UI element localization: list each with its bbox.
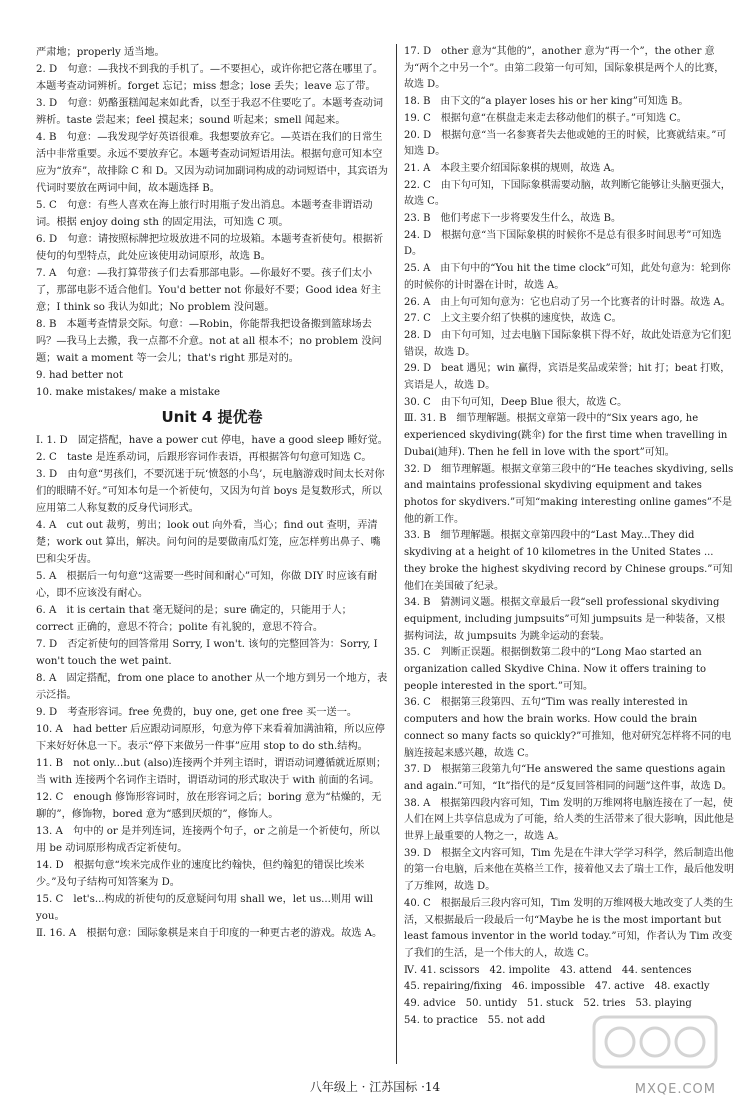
answer-item: 2. D 句意：—我找不到我的手机了。—不要担心，或许你把它落在哪里了。本题考查动词辨析。forget 忘记；miss 想念；lose 丢失；leave 忘了带。 [36,64,384,92]
left-column [36,44,388,942]
answer-item: 7. A 句意：—我打算带孩子们去看那部电影。—你最好不要。孩子们太小了，那部电影不适合他们。You'd better not 你最好不要；Good idea 好主意；I think so 我认为如此；No problem 没问题。 [36,268,382,313]
answer-item: 27. C 上文主要介绍了快棋的速度快，故选 C。 [404,313,622,325]
answer-item: Ⅰ. 1. D 固定搭配，have a power cut 停电，have a good sleep 睡好觉。 [36,435,388,446]
unit-title: Unit 4 提优卷 [161,408,263,426]
answer-item: 6. D 句意：请按照标牌把垃圾放进不同的垃圾箱。本题考查祈使句。根据祈使句的句型特点，此处应该使用动词原形，故选 B。 [36,234,384,262]
answer-item: 4. B 句意：—我发现学好英语很难。我想要放弃它。—英语在我们的日常生活中非常重要。永远不要放弃它。本题考查动词短语用法。根据句意可知本空应为“放弃”，故排除 C 和 D。又因为动词加副词构成的动词短语中，其宾语为代词时要放在两词中间，故本题选择 B。 [36,132,388,194]
answer-item: 19. C 根据句意“在棋盘走来走去移动他们的棋子。”可知选 C。 [404,112,687,124]
answer-item: 26. A 由上句可知句意为：它也启动了另一个比赛者的计时器。故选 A。 [404,296,731,308]
answer-item: 8. A 固定搭配，from one place to another 从一个地方到另一个地方，表示泛指。 [36,673,388,701]
answer-item: 10. A had better 后应跟动词原形，句意为停下来看着加满油箱，所以应停下来好好休息一下。表示“停下来做另一件事”应用 stop to do sth.结构。 [36,724,385,752]
answer-item: 23. B 他们考虑下一步将要发生什么，故选 B。 [404,213,621,225]
watermark-text: MXQE.COM [634,1082,716,1097]
answer-item: Ⅲ. 31. B 细节理解题。根据文章第一段中的“Six years ago, he experienced skydiving(跳伞) for the first time when travelling in Dubai(迪拜). Then he fell in love with the sport”可知。 [404,413,728,458]
answer-item: Ⅳ. 41. scissors 42. impolite 43. attend 44. sentences [404,964,692,976]
answer-item: 18. B 由下文的“a player loses his or her king”可知选 B。 [404,96,689,108]
answer-item: 12. C enough 修饰形容词时，放在形容词之后；boring 意为“枯燥的，无聊的”，修饰物，bored 意为“感到厌烦的”，修饰人。 [36,792,382,820]
answer-item: 36. C 根据第三段第四、五句“Tim was really interested in computers and how the brain works. How could the brain connect so many facts so quickly?”可推知，他对研究怎样将不同的电脑连接起来感兴趣，故选 C。 [404,697,732,759]
answer-item: 54. to practice 55. not add [404,1014,546,1026]
page-footer: 八年级上 · 江苏国标 ·14 [309,1080,441,1094]
answer-item: 28. D 由下句可知，过去电脑下国际象棋下得不好，故此处语意为它们犯错误，故选 D。 [404,329,732,358]
answer-item: 32. D 细节理解题。根据文章第三段中的“He teaches skydiving, sells and maintains professional skydiving equipment and takes photos for skydivers.”可知“making interesting online games”不是他的新工作。 [404,463,734,525]
answer-item: 30. C 由下句可知，Deep Blue 很大，故选 C。 [404,396,628,408]
answer-item: 14. D 根据句意“埃米完成作业的速度比约翰快，但约翰犯的错误比埃米少。”及句子结构可知答案为 D。 [36,860,365,888]
answer-item: 5. A 根据后一句句意“这需要一些时间和耐心”可知，你做 DIY 时应该有耐心，即不应该没有耐心。 [36,571,378,599]
answer-item: 40. C 根据最后三段内容可知，Tim 发明的万维网极大地改变了人类的生活，又根据最后一段最后一句“Maybe he is the most important but least famous inventor in the world today.”可知，作者认为 Tim 改变了我们的生活，是一个伟大的人，故选 C。 [404,897,734,959]
answer-item: 17. D other 意为“其他的”，another 意为“再一个”，the other 意为“两个之中另一个”。由第二段第一句可知，国际象棋是两个人的比赛，故选 D。 [404,46,725,91]
answer-item: 10. make mistakes/ make a mistake [36,387,221,398]
answer-item: 3. D 由句意“男孩们，不要沉迷于玩‘愤怒的小鸟’，玩电脑游戏时间太长对你们的眼睛不好。”可知本句是一个祈使句，又因为句首 boys 是复数形式，所以应用第二人称复数的反身代词形式。 [36,469,385,514]
answer-item: 39. D 根据全文内容可知，Tim 先是在牛津大学学习科学，然后制造出他的第一台电脑，后来他在英格兰工作，接着他又去了瑞士工作，最后他发明了万维网，故选 D。 [404,847,734,893]
watermark-icon [590,1011,720,1089]
answer-item: 38. A 根据第四段内容可知，Tim 发明的万维网将电脑连接在了一起，使人们在网上共享信息成为了可能，给人类的生活带来了很大影响，因此他是世界上最重要的人物之一，故选 A。 [404,797,734,843]
answer-item: 35. C 判断正误题。根据倒数第二段中的“Long Mao started an organization called Skydive China. Now it offers training to people interested in the sport.”可知。 [404,647,706,692]
answer-item: 6. A it is certain that 毫无疑问的是；sure 确定的，只能用于人；correct 正确的，意思不符合；polite 有礼貌的，意思不符合。 [36,605,352,633]
watermark-logo [590,1011,720,1089]
answer-item: 20. D 根据句意“当一名参赛者失去他或她的王的时候，比赛就结束。”可知选 D。 [404,129,727,158]
answer-item: 3. D 句意：奶酪蛋糕闻起来如此香，以至于我忍不住要吃了。本题考查动词辨析。taste 尝起来；feel 摸起来；sound 听起来；smell 闻起来。 [36,98,384,126]
answer-item: 2. C taste 是连系动词，后跟形容词作表语，再根据答句句意可知选 C。 [36,452,372,463]
answer-item: 45. repairing/fixing 46. impossible 47. active 48. exactly [404,981,710,993]
column-divider [396,44,397,1064]
answer-item: 7. D 否定祈使句的回答常用 Sorry, I won't. 该句的完整回答为：Sorry, I won't touch the wet paint. [36,639,378,667]
answer-item: 33. B 细节理解题。根据文章第四段中的“Last May...They did skydiving at a height of 10 kilometres in the United States ... they broke the highest skydiving record by Chinese groups.”可知他们在美国破了纪录。 [404,530,733,592]
answer-item: 49. advice 50. untidy 51. stuck 52. tries 53. playing [404,998,692,1010]
answer-item: 9. D 考查形容词。free 免费的，buy one, get one free 买一送一。 [36,707,358,718]
answer-item: 4. A cut out 裁剪，剪出；look out 向外看，当心；find out 查明，弄清楚；work out 算出，解决。问句问的是要做南瓜灯笼，应怎样剪出鼻子、嘴巴和尖牙齿。 [36,520,381,565]
answer-item: 21. A 本段主要介绍国际象棋的规则，故选 A。 [404,162,621,174]
answer-item: 8. B 本题考查情景交际。句意：—Robin，你能帮我把设备搬到篮球场去吗？—我马上去搬，我一点都不介意。not at all 根本不；no problem 没问题；wait a moment 等一会儿；that's right 那是对的。 [36,319,382,364]
answer-item: 11. B not only...but (also)连接两个并列主语时，谓语动词遵循就近原则；当 with 连接两个名词作主语时，谓语动词的形式取决于 with 前面的名词。 [36,758,387,786]
answer-item: 24. D 根据句意“当下国际象棋的时候你不是总有很多时间思考”可知选 D。 [404,229,722,258]
answer-item: 22. C 由下句可知，下国际象棋需要动脑，故判断它能够让头脑更强大，故选 C。 [404,179,731,208]
answer-item: 29. D beat 遇见；win 赢得，宾语是奖品或荣誉；hit 打；beat 打败，宾语是人，故选 D。 [404,363,731,392]
answer-item: 34. B 猜测词义题。根据文章最后一段“sell professional skydiving equipment, including jumpsuits”可知 jumpsuits 是一种装备，又根据构词法，故 jumpsuits 为跳伞运动的套装。 [404,597,726,642]
answer-item: 5. C 句意：有些人喜欢在海上旅行时用瓶子发出消息。本题考查非谓语动词。根据 enjoy doing sth 的固定用法，可知选 C 项。 [36,200,373,228]
answer-item: Ⅱ. 16. A 根据句意：国际象棋是来自于印度的一种更古老的游戏。故选 A。 [36,928,383,939]
answer-item: 9. had better not [36,370,124,381]
answer-item: 25. A 由下句中的“You hit the time clock”可知，此处句意为：轮到你的时候你的计时器在计时，故选 A。 [404,263,731,291]
answer-item: 严肃地；properly 适当地。 [36,47,165,58]
right-column [404,44,734,1029]
answer-item: 15. C let's...构成的祈使句的反意疑问句用 shall we，let us...则用 will you。 [36,894,374,922]
answer-item: 13. A 句中的 or 是并列连词，连接两个句子，or 之前是一个祈使句，所以用 be 动词原形构成否定祈使句。 [36,826,380,854]
answer-item: 37. D 根据第三段第九句“He answered the same questions again and again.”可知，“It”指代的是“反复回答相同的问题”这件事，故选 D。 [404,764,732,792]
